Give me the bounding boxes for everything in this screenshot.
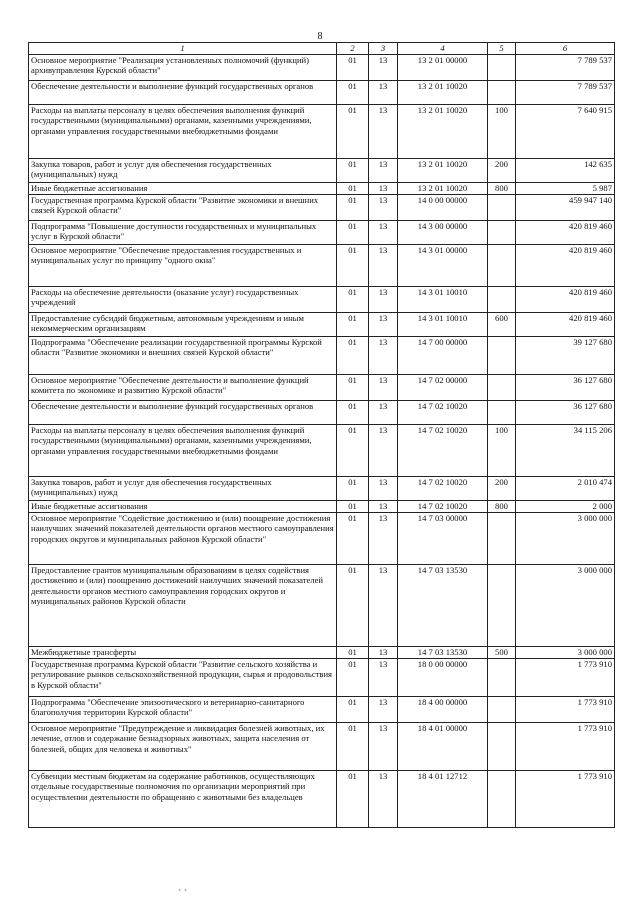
row-code-c4: 13 2 01 10020 [398, 105, 488, 159]
row-name: Межбюджетные трансферты [29, 647, 337, 659]
row-code-c5 [488, 771, 516, 828]
row-code-c4: 13 2 01 10020 [398, 81, 488, 105]
bottom-mark: ˴ ˴ [178, 884, 188, 895]
row-code-c3: 13 [369, 55, 398, 81]
row-code-c5 [488, 659, 516, 697]
table-row [29, 697, 615, 723]
row-amount: 39 127 680 [516, 337, 615, 375]
row-code-c5 [488, 245, 516, 287]
column-header: 3 [369, 43, 398, 55]
row-amount: 5 987 [516, 183, 615, 195]
row-code-c4: 18 4 00 00000 [398, 697, 488, 723]
row-code-c4: 18 4 01 12712 [398, 771, 488, 828]
row-code-c3: 13 [369, 105, 398, 159]
row-code-c2: 01 [337, 477, 369, 501]
budget-table [28, 42, 615, 828]
row-code-c3: 13 [369, 375, 398, 401]
table-row [29, 375, 615, 401]
row-code-c4: 14 3 01 10010 [398, 313, 488, 337]
table-row [29, 659, 615, 697]
row-code-c2: 01 [337, 513, 369, 565]
row-code-c2: 01 [337, 183, 369, 195]
row-code-c2: 01 [337, 313, 369, 337]
row-code-c4: 18 4 01 00000 [398, 723, 488, 771]
row-code-c2: 01 [337, 501, 369, 513]
row-code-c4: 13 2 01 10020 [398, 159, 488, 183]
row-code-c5 [488, 513, 516, 565]
row-code-c3: 13 [369, 159, 398, 183]
column-header: 1 [29, 43, 337, 55]
row-code-c2: 01 [337, 375, 369, 401]
row-amount: 420 819 460 [516, 313, 615, 337]
row-code-c5 [488, 287, 516, 313]
table-row [29, 55, 615, 81]
row-code-c5: 500 [488, 647, 516, 659]
row-code-c3: 13 [369, 221, 398, 245]
row-amount: 36 127 680 [516, 401, 615, 425]
row-code-c5: 100 [488, 425, 516, 477]
row-amount: 7 789 537 [516, 81, 615, 105]
row-code-c3: 13 [369, 477, 398, 501]
row-amount: 459 947 140 [516, 195, 615, 221]
row-amount: 3 000 000 [516, 513, 615, 565]
row-amount: 420 819 460 [516, 287, 615, 313]
row-code-c2: 01 [337, 81, 369, 105]
row-code-c2: 01 [337, 159, 369, 183]
row-name: Предоставление грантов муниципальным образованиям в целях содействия достижению и (или) поощрению достижений наилучших значений показателей деятельности органов местного самоуправления городских округов и муниципальных районов Курской области [29, 565, 337, 647]
row-name: Расходы на обеспечение деятельности (оказание услуг) государственных учреждений [29, 287, 337, 313]
row-code-c3: 13 [369, 337, 398, 375]
row-code-c2: 01 [337, 221, 369, 245]
table-row [29, 337, 615, 375]
row-code-c3: 13 [369, 245, 398, 287]
row-code-c5 [488, 401, 516, 425]
row-name: Предоставление субсидий бюджетным, автономным учреждениям и иным некоммерческим организациям [29, 313, 337, 337]
row-code-c4: 14 7 02 10020 [398, 477, 488, 501]
table-row [29, 401, 615, 425]
table-row [29, 81, 615, 105]
row-code-c5: 200 [488, 477, 516, 501]
column-header: 5 [488, 43, 516, 55]
row-code-c2: 01 [337, 245, 369, 287]
row-code-c3: 13 [369, 401, 398, 425]
row-code-c4: 13 2 01 00000 [398, 55, 488, 81]
table-row [29, 159, 615, 183]
row-amount: 3 000 000 [516, 565, 615, 647]
table-row [29, 287, 615, 313]
row-code-c5 [488, 337, 516, 375]
row-amount: 420 819 460 [516, 245, 615, 287]
row-amount: 1 773 910 [516, 697, 615, 723]
row-amount: 36 127 680 [516, 375, 615, 401]
row-code-c2: 01 [337, 401, 369, 425]
row-code-c3: 13 [369, 195, 398, 221]
table-row [29, 565, 615, 647]
row-amount: 2 000 [516, 501, 615, 513]
row-code-c2: 01 [337, 565, 369, 647]
table-row [29, 183, 615, 195]
row-code-c2: 01 [337, 647, 369, 659]
row-code-c4: 14 3 01 10010 [398, 287, 488, 313]
row-name: Основное мероприятие "Обеспечение предоставления государственных и муниципальных услуг по принципу "одного окна" [29, 245, 337, 287]
row-name: Государственная программа Курской области "Развитие экономики и внешних связей Курской области" [29, 195, 337, 221]
row-amount: 1 773 910 [516, 723, 615, 771]
row-code-c2: 01 [337, 337, 369, 375]
row-name: Подпрограмма "Повышение доступности государственных и муниципальных услуг в Курской области" [29, 221, 337, 245]
row-code-c5 [488, 723, 516, 771]
row-code-c3: 13 [369, 425, 398, 477]
table-row [29, 647, 615, 659]
row-name: Подпрограмма "Обеспечение эпизоотического и ветеринарно-санитарного благополучия территории Курской области" [29, 697, 337, 723]
table-row [29, 313, 615, 337]
row-code-c2: 01 [337, 287, 369, 313]
row-code-c4: 14 0 00 00000 [398, 195, 488, 221]
row-code-c2: 01 [337, 723, 369, 771]
row-code-c4: 14 7 02 10020 [398, 425, 488, 477]
table-row [29, 245, 615, 287]
row-code-c4: 14 7 03 13530 [398, 647, 488, 659]
row-name: Основное мероприятие "Реализация установленных полномочий (функций) архивуправления Курской области" [29, 55, 337, 81]
table-row [29, 425, 615, 477]
row-code-c5 [488, 221, 516, 245]
row-code-c2: 01 [337, 105, 369, 159]
row-code-c2: 01 [337, 425, 369, 477]
row-amount: 7 640 915 [516, 105, 615, 159]
row-amount: 142 635 [516, 159, 615, 183]
row-name: Иные бюджетные ассигнования [29, 501, 337, 513]
row-code-c3: 13 [369, 647, 398, 659]
row-amount: 1 773 910 [516, 771, 615, 828]
row-name: Основное мероприятие "Обеспечение деятельности и выполнение функций комитета по экономике и развитию Курской области" [29, 375, 337, 401]
row-code-c5: 800 [488, 183, 516, 195]
row-code-c3: 13 [369, 501, 398, 513]
table-row [29, 723, 615, 771]
row-code-c3: 13 [369, 513, 398, 565]
row-code-c5: 200 [488, 159, 516, 183]
row-code-c5 [488, 565, 516, 647]
row-code-c3: 13 [369, 565, 398, 647]
table-row [29, 105, 615, 159]
row-code-c4: 14 3 01 00000 [398, 245, 488, 287]
table-row [29, 195, 615, 221]
row-code-c5: 600 [488, 313, 516, 337]
row-amount: 420 819 460 [516, 221, 615, 245]
row-code-c5 [488, 55, 516, 81]
row-code-c5: 800 [488, 501, 516, 513]
row-name: Основное мероприятие "Предупреждение и ликвидация болезней животных, их лечение, отлов и содержание безнадзорных животных, защита населения от болезней, общих для человека и животных" [29, 723, 337, 771]
row-code-c5: 100 [488, 105, 516, 159]
row-code-c3: 13 [369, 771, 398, 828]
row-code-c4: 14 7 03 13530 [398, 565, 488, 647]
table-row [29, 501, 615, 513]
row-name: Закупка товаров, работ и услуг для обеспечения государственных (муниципальных) нужд [29, 477, 337, 501]
row-name: Государственная программа Курской области "Развитие сельского хозяйства и регулирование рынков сельскохозяйственной продукции, сырья и продовольствия в Курской области" [29, 659, 337, 697]
row-amount: 1 773 910 [516, 659, 615, 697]
row-code-c5 [488, 375, 516, 401]
row-name: Расходы на выплаты персоналу в целях обеспечения выполнения функций государственными (муниципальными) органами, казенными учреждениями, органами управления государственными внебюджетными фондами [29, 105, 337, 159]
table-row [29, 477, 615, 501]
row-code-c2: 01 [337, 55, 369, 81]
row-code-c3: 13 [369, 723, 398, 771]
row-name: Расходы на выплаты персоналу в целях обеспечения выполнения функций государственными (муниципальными) органами, казенными учреждениями, органами управления государственными внебюджетными фондами [29, 425, 337, 477]
row-code-c4: 18 0 00 00000 [398, 659, 488, 697]
row-code-c2: 01 [337, 659, 369, 697]
row-code-c3: 13 [369, 697, 398, 723]
row-code-c3: 13 [369, 659, 398, 697]
row-name: Закупка товаров, работ и услуг для обеспечения государственных (муниципальных) нужд [29, 159, 337, 183]
row-code-c5 [488, 81, 516, 105]
row-code-c4: 14 7 02 10020 [398, 401, 488, 425]
row-code-c5 [488, 195, 516, 221]
row-name: Обеспечение деятельности и выполнение функций государственных органов [29, 401, 337, 425]
page-number: 8 [317, 31, 323, 42]
row-code-c4: 14 7 03 00000 [398, 513, 488, 565]
row-name: Субвенции местным бюджетам на содержание работников, осуществляющих отдельные государственные полномочия по организации мероприятий при осуществлении деятельности по обращению с животными без владельцев [29, 771, 337, 828]
row-code-c5 [488, 697, 516, 723]
table-row [29, 221, 615, 245]
table-row [29, 771, 615, 828]
row-name: Подпрограмма "Обеспечение реализации государственной программы Курской области "Развитие экономики и внешних связей Курской области" [29, 337, 337, 375]
row-code-c4: 14 7 02 10020 [398, 501, 488, 513]
column-header: 4 [398, 43, 488, 55]
row-amount: 34 115 206 [516, 425, 615, 477]
row-code-c2: 01 [337, 697, 369, 723]
row-code-c3: 13 [369, 313, 398, 337]
row-name: Основное мероприятие "Содействие достижению и (или) поощрение достижения наилучших значений показателей деятельности органов местного самоуправления городских округов и муниципальных районов Курской области" [29, 513, 337, 565]
row-code-c3: 13 [369, 287, 398, 313]
row-code-c4: 13 2 01 10020 [398, 183, 488, 195]
row-amount: 3 000 000 [516, 647, 615, 659]
row-code-c4: 14 7 02 00000 [398, 375, 488, 401]
row-code-c4: 14 3 00 00000 [398, 221, 488, 245]
row-code-c3: 13 [369, 81, 398, 105]
row-amount: 2 010 474 [516, 477, 615, 501]
table-row [29, 513, 615, 565]
column-header: 2 [337, 43, 369, 55]
row-code-c4: 14 7 00 00000 [398, 337, 488, 375]
row-name: Обеспечение деятельности и выполнение функций государственных органов [29, 81, 337, 105]
row-code-c2: 01 [337, 195, 369, 221]
row-name: Иные бюджетные ассигнования [29, 183, 337, 195]
row-code-c2: 01 [337, 771, 369, 828]
table-header-row [29, 43, 615, 55]
row-amount: 7 789 537 [516, 55, 615, 81]
column-header: 6 [516, 43, 615, 55]
row-code-c3: 13 [369, 183, 398, 195]
